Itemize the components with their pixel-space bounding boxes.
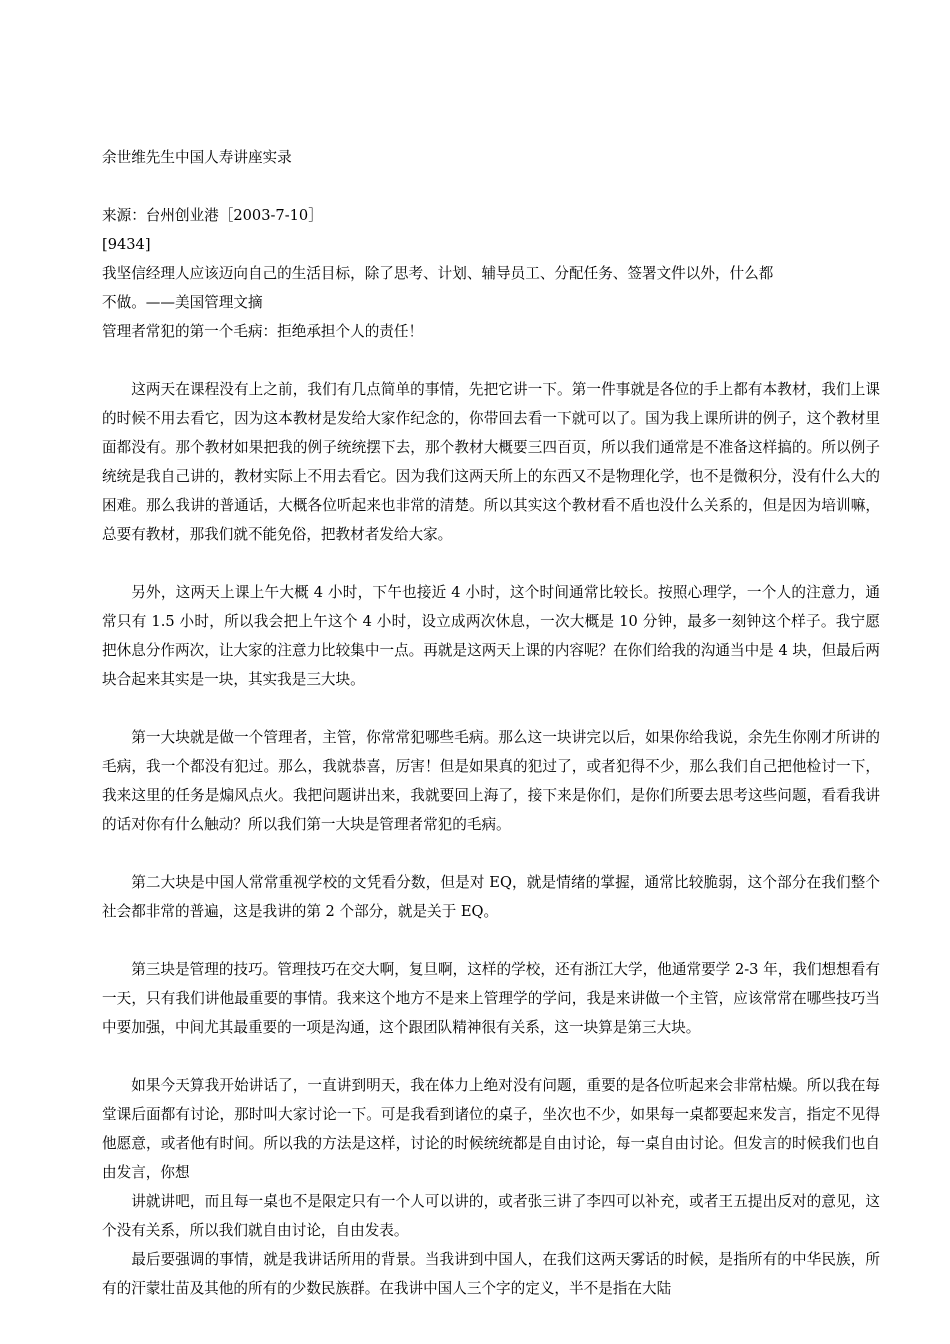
spacer: [102, 1042, 880, 1071]
hit-count: [9434]: [102, 236, 151, 253]
paragraph: 最后要强调的事情，就是我讲话所用的背景。当我讲到中国人，在我们这两天雾话的时候，是指所有的中华民族，所有的汗蒙壮苗及其他的所有的少数民族群。在我讲中国人三个字的定义，半不是指在大陆: [102, 1251, 880, 1297]
spacer: [102, 549, 880, 578]
spacer: [102, 172, 880, 201]
paragraph: 第三块是管理的技巧。管理技巧在交大啊，复旦啊，这样的学校，还有浙江大学，他通常要学 2-3 年，我们想想看有一天，只有我们讲他最重要的事情。我来这个地方不是来上管理学的学问，我是来讲做一个主管，应该常常在哪些技巧当中要加强，中间尤其最重要的一项是沟通，这个跟团队精神很有关系，这一块算是第三大块。: [102, 961, 880, 1036]
page-title: 余世维先生中国人寿讲座实录: [102, 149, 292, 166]
paragraph: 第一大块就是做一个管理者，主管，你常常犯哪些毛病。那么这一块讲完以后，如果你给我说，余先生你刚才所讲的毛病，我一个都没有犯过。那么，我就恭喜，厉害！但是如果真的犯过了，或者犯得不少，那么我们自己把他检讨一下，我来这里的任务是煽风点火。我把问题讲出来，我就要回上海了，接下来是你们，是你们所要去思考这些问题，看看我讲的话对你有什么触动？所以我们第一大块是管理者常犯的毛病。: [102, 729, 880, 833]
spacer: [102, 839, 880, 868]
paragraph: 如果今天算我开始讲话了，一直讲到明天，我在体力上绝对没有问题，重要的是各位听起来会非常枯燥。所以我在每堂课后面都有讨论，那时叫大家讨论一下。可是我看到诸位的桌子，坐次也不少，如果每一桌都要起来发言，指定不见得他愿意，或者他有时间。所以我的方法是这样，讨论的时候统统都是自由讨论，每一桌自由讨论。但发言的时候我们也自由发言，你想: [102, 1077, 880, 1181]
quote-line-2: 不做。——美国管理文摘: [102, 294, 263, 311]
spacer: [102, 346, 880, 375]
source-line: 来源：台州创业港［2003-7-10］: [102, 207, 323, 224]
paragraph: 这两天在课程没有上之前，我们有几点简单的事情，先把它讲一下。第一件事就是各位的手上都有本教材，我们上课的时候不用去看它，因为这本教材是发给大家作纪念的，你带回去看一下就可以了。国为我上课所讲的例子，这个教材里面都没有。那个教材如果把我的例子统统摆下去，那个教材大概要三四百页，所以我们通常是不准备这样搞的。所以例子统统是我自己讲的，教材实际上不用去看它。因为我们这两天所上的东西又不是物理化学，也不是微积分，没有什么大的困难。那么我讲的普通话，大概各位听起来也非常的清楚。所以其实这个教材看不盾也没什么关系的，但是因为培训嘛，总要有教材，那我们就不能免俗，把教材者发给大家。: [102, 381, 880, 543]
spacer: [102, 926, 880, 955]
section-heading: 管理者常犯的第一个毛病：拒绝承担个人的责任！: [102, 323, 424, 340]
paragraph: 另外，这两天上课上午大概 4 小时，下午也接近 4 小时，这个时间通常比较长。按照心理学，一个人的注意力，通常只有 1.5 小时，所以我会把上午这个 4 小时，设立成两次休息，一次大概是 10 分钟，最多一刻钟这个样子。我宁愿把休息分作两次，让大家的注意力比较集中一点。再就是这两天上课的内容呢？在你们给我的沟通当中是 4 块，但最后两块合起来其实是一块，其实我是三大块。: [102, 584, 880, 688]
paragraph: 第二大块是中国人常常重视学校的文凭看分数，但是对 EQ，就是情绪的掌握，通常比较脆弱，这个部分在我们整个社会都非常的普遍，这是我讲的第 2 个部分，就是关于 EQ。: [102, 874, 880, 920]
document-page: [102, 143, 880, 1303]
quote-line-1: 我坚信经理人应该迈向自己的生活目标，除了思考、计划、辅导员工、分配任务、签署文件以外，什么都: [102, 265, 774, 282]
spacer: [102, 694, 880, 723]
paragraph: 讲就讲吧，而且每一桌也不是限定只有一个人可以讲的，或者张三讲了李四可以补充，或者王五提出反对的意见，这个没有关系，所以我们就自由讨论，自由发表。: [102, 1193, 880, 1239]
